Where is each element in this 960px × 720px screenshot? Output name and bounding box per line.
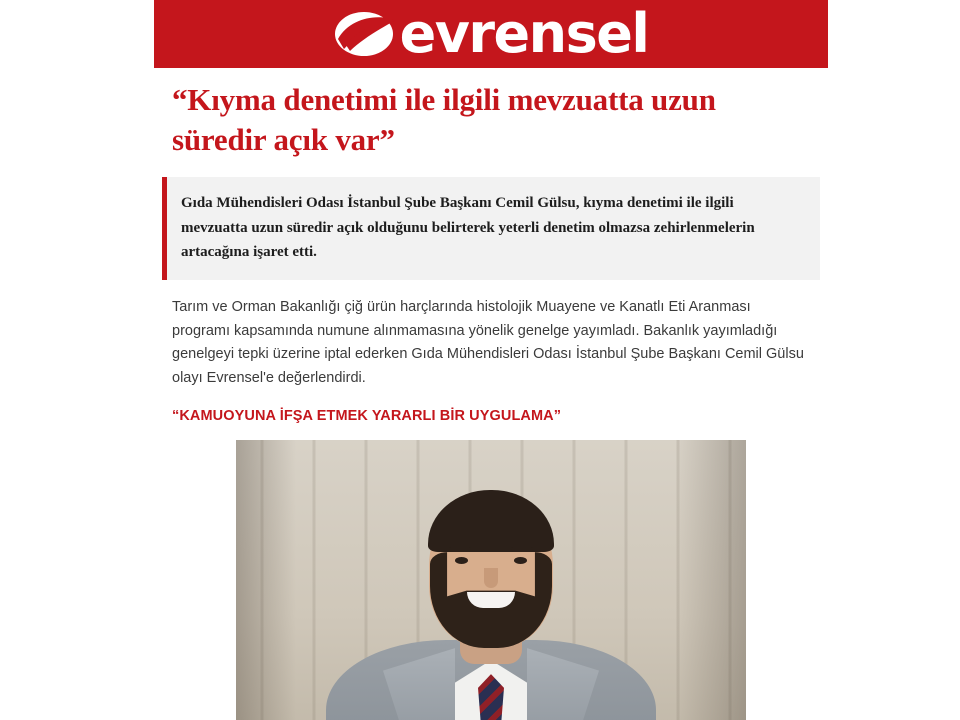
article-photo[interactable] [236, 440, 746, 720]
page-title: “Kıyma denetimi ile ilgili mevzuatta uzun süredir açık var” [172, 82, 716, 157]
site-logo[interactable] [334, 2, 649, 65]
expand-arrows-icon[interactable] [784, 462, 810, 488]
article-content [154, 68, 828, 720]
subject-nose [484, 568, 498, 588]
subject-eye-left [455, 557, 468, 564]
site-masthead [154, 0, 828, 68]
evrensel-swoosh-logo-icon [334, 9, 398, 59]
subject-eyebrow-left [449, 547, 471, 552]
article-subheading: “KAMUOYUNA İFŞA ETMEK YARARLI BİR UYGULAMA” [172, 408, 562, 425]
photo-subject [326, 530, 656, 720]
article-photo-figure [236, 440, 746, 720]
photo-vignette-left [236, 440, 296, 720]
article-body-paragraph: Tarım ve Orman Bakanlığı çiğ ürün harçlarında histolojik Muayene ve Kanatlı Eti Aranması programı kapsamında numune alınmamasına yönelik genelge yayımladı. Bakanlık yayımladığı genelgeyi tepki üzerine iptal ederken Gıda Mühendisleri Odası İstanbul Şube Başkanı Cemil Gülsu olayı Evrensel'e değerlendirdi. [172, 299, 804, 386]
article-summary-box [162, 177, 820, 280]
photo-vignette-right [676, 440, 746, 720]
subject-eyebrow-right [511, 547, 533, 552]
site-logo-text: evrensel [399, 2, 649, 65]
subject-eye-right [514, 557, 527, 564]
article-summary: Gıda Mühendisleri Odası İstanbul Şube Başkanı Cemil Gülsu, kıyma denetimi ile ilgili mevzuatta uzun süredir açık olduğunu belirterek yeterli denetim olmazsa zehirlenmelerin artacağına işaret etti. [181, 195, 755, 260]
